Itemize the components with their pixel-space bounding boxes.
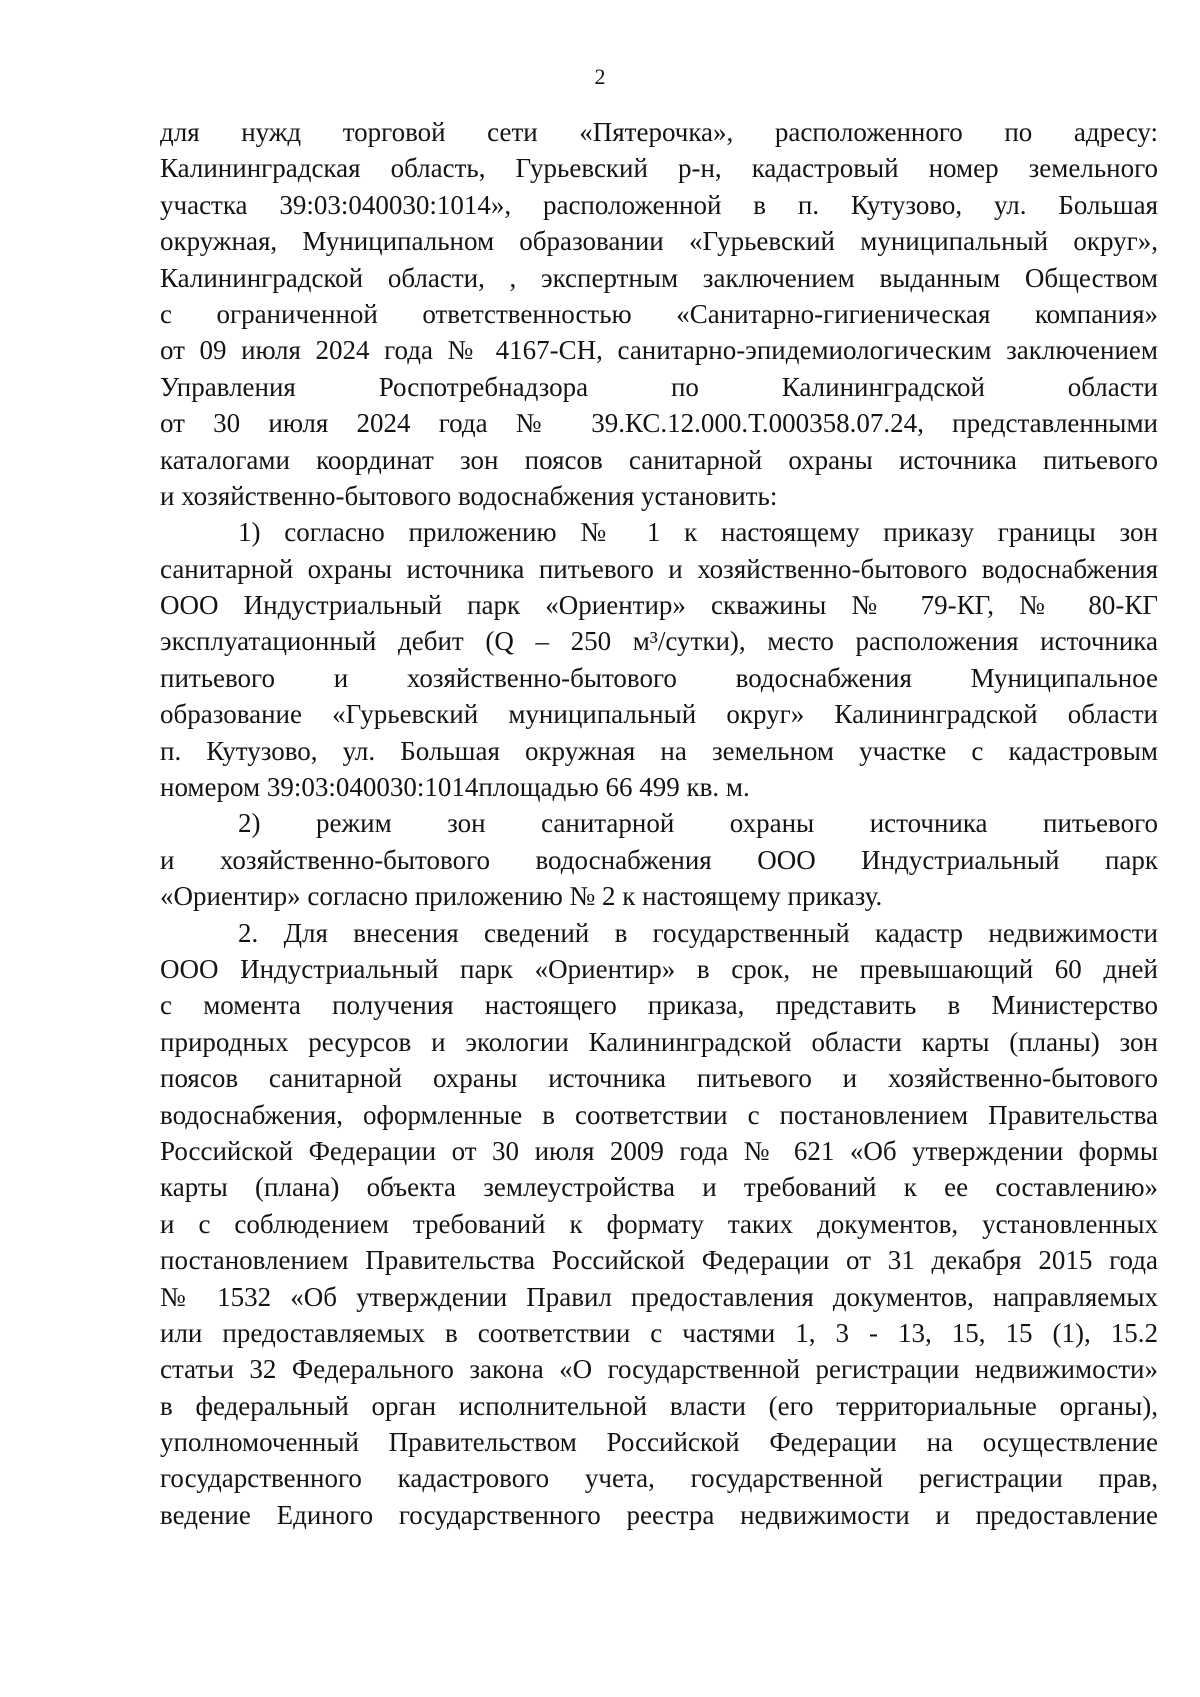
text-line: в федеральный орган исполнительной власти (его территориальные органы), xyxy=(160,1390,1158,1421)
text-line: «Ориентир» согласно приложению № 2 к настоящему приказу. xyxy=(160,881,883,912)
text-line: санитарной охраны источника питьевого и хозяйственно-бытового водоснабжения xyxy=(160,553,1158,584)
text-line: 2. Для внесения сведений в государственный кадастр недвижимости xyxy=(238,917,1158,948)
text-line: 1) согласно приложению № 1 к настоящему приказу границы зон xyxy=(238,517,1158,548)
text-line: природных ресурсов и экологии Калининградской области карты (планы) зон xyxy=(160,1026,1158,1057)
text-line: питьевого и хозяйственно-бытового водоснабжения Муниципальное xyxy=(160,662,1158,693)
text-line: статьи 32 Федерального закона «О государственной регистрации недвижимости» xyxy=(160,1354,1158,1385)
text-line: государственного кадастрового учета, государственной регистрации прав, xyxy=(160,1463,1158,1494)
text-line: эксплуатационный дебит (Q – 250 м³/сутки), место расположения источника xyxy=(160,626,1158,657)
text-line: Калининградская область, Гурьевский р-н, кадастровый номер земельного xyxy=(160,153,1158,184)
text-line: карты (плана) объекта землеустройства и требований к ее составлению» xyxy=(160,1172,1158,1203)
text-line: для нужд торговой сети «Пятерочка», расположенного по адресу: xyxy=(160,117,1158,147)
text-line: от 09 июля 2024 года № 4167-СН, санитарно-эпидемиологическим заключением xyxy=(160,335,1158,366)
text-line: каталогами координат зон поясов санитарной охраны источника питьевого xyxy=(160,444,1158,475)
text-line: Управления Роспотребнадзора по Калининградской области xyxy=(160,371,1158,402)
text-line: Российской Федерации от 30 июля 2009 года № 621 «Об утверждении формы xyxy=(160,1135,1158,1166)
text-line: окружная, Муниципальном образовании «Гурьевский муниципальный округ», xyxy=(160,226,1158,257)
text-line: № 1532 «Об утверждении Правил предоставления документов, направляемых xyxy=(160,1281,1158,1312)
document-body xyxy=(160,114,1158,1533)
text-line: ведение Единого государственного реестра недвижимости и предоставление xyxy=(160,1499,1158,1530)
text-line: 2) режим зон санитарной охраны источника питьевого xyxy=(238,808,1158,839)
text-line: образование «Гурьевский муниципальный округ» Калининградской области xyxy=(160,699,1158,730)
text-line: и с соблюдением требований к формату таких документов, установленных xyxy=(160,1208,1158,1239)
text-line: ООО Индустриальный парк «Ориентир» в срок, не превышающий 60 дней xyxy=(160,953,1158,984)
text-line: и хозяйственно-бытового водоснабжения установить: xyxy=(160,480,778,511)
text-line: Калининградской области, , экспертным заключением выданным Обществом xyxy=(160,262,1158,293)
text-line: и хозяйственно-бытового водоснабжения ООО Индустриальный парк xyxy=(160,844,1158,875)
page-number: 2 xyxy=(594,64,606,89)
text-line: водоснабжения, оформленные в соответствии с постановлением Правительства xyxy=(160,1099,1158,1130)
text-line: поясов санитарной охраны источника питьевого и хозяйственно-бытового xyxy=(160,1063,1158,1094)
text-line: ООО Индустриальный парк «Ориентир» скважины № 79-КГ, № 80-КГ xyxy=(160,590,1158,621)
text-line: постановлением Правительства Российской Федерации от 31 декабря 2015 года xyxy=(160,1245,1158,1276)
text-line: уполномоченный Правительством Российской Федерации на осуществление xyxy=(160,1427,1158,1458)
text-line: с момента получения настоящего приказа, представить в Министерство xyxy=(160,990,1158,1021)
text-line: номером 39:03:040030:1014площадью 66 499 кв. м. xyxy=(160,772,750,803)
text-line: п. Кутузово, ул. Большая окружная на земельном участке с кадастровым xyxy=(160,735,1158,766)
text-line: с ограниченной ответственностью «Санитарно-гигиеническая компания» xyxy=(160,298,1158,329)
text-line: или предоставляемых в соответствии с частями 1, 3 - 13, 15, 15 (1), 15.2 xyxy=(160,1317,1158,1348)
text-line: от 30 июля 2024 года № 39.КС.12.000.Т.000358.07.24, представленными xyxy=(160,408,1158,439)
text-line: участка 39:03:040030:1014», расположенной в п. Кутузово, ул. Большая xyxy=(160,189,1158,220)
